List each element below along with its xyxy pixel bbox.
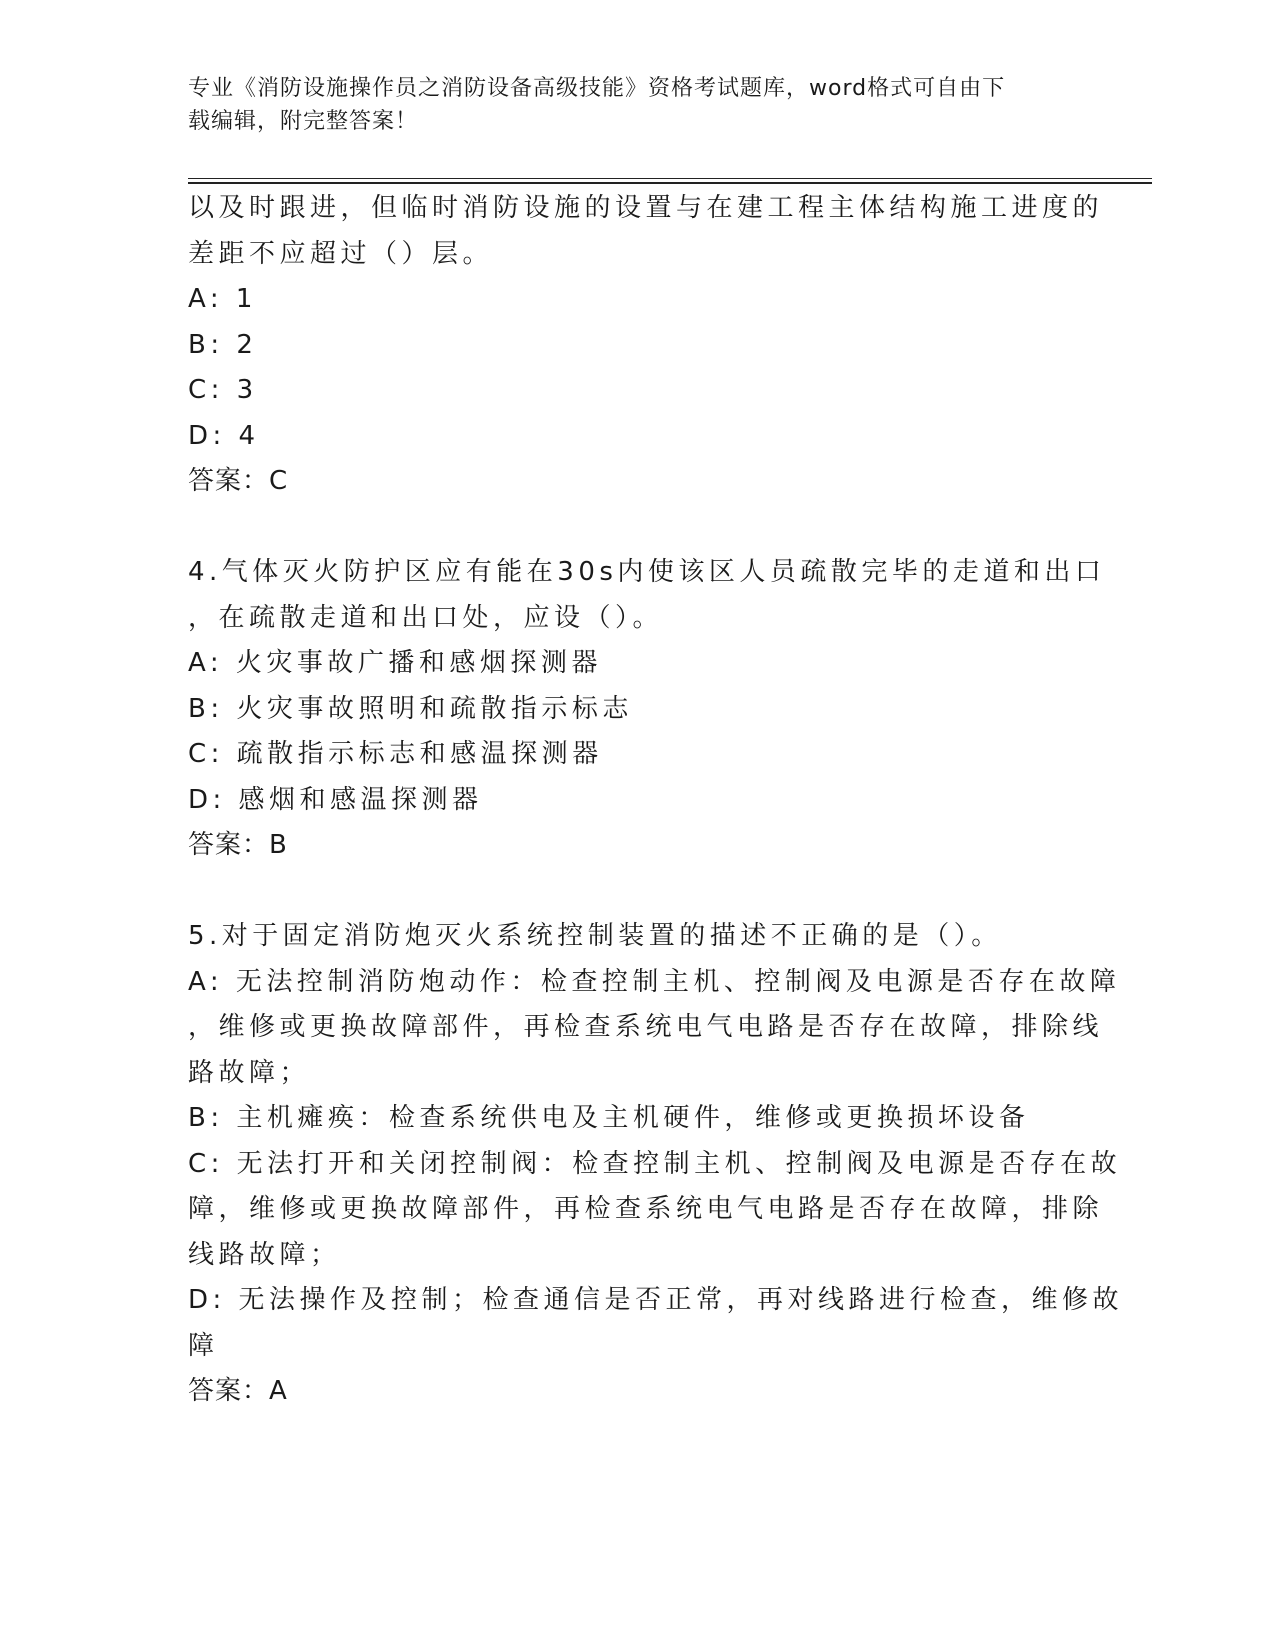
option-a: A: 1 bbox=[188, 284, 257, 314]
option-c: C: 疏散指示标志和感温探测器 bbox=[188, 739, 603, 769]
question-3 bbox=[188, 186, 1104, 505]
option-a-continued: 路故障； bbox=[188, 1057, 311, 1088]
answer-label: 答案：C bbox=[188, 466, 289, 496]
option-d: D: 4 bbox=[188, 420, 260, 451]
option-d: D: 无法操作及控制；检查通信是否正常，再对线路进行检查，维修故 bbox=[188, 1285, 1124, 1315]
question-list bbox=[188, 186, 1124, 1415]
option-a: A: 无法控制消防炮动作：检查控制主机、控制阀及电源是否存在故障 bbox=[188, 966, 1121, 997]
spacer bbox=[188, 869, 1088, 915]
answer-label: 答案：B bbox=[188, 830, 288, 860]
spacer bbox=[188, 505, 1088, 551]
question-stem-line: 以及时跟进，但临时消防设施的设置与在建工程主体结构施工进度的 bbox=[188, 193, 1104, 223]
header-line-1: 专业《消防设施操作员之消防设备高级技能》资格考试题库，word格式可自由下 bbox=[188, 76, 1006, 101]
option-b: B: 主机瘫痪：检查系统供电及主机硬件，维修或更换损坏设备 bbox=[188, 1103, 1030, 1133]
option-c-continued: 障，维修或更换故障部件，再检查系统电气电路是否存在故障，排除 bbox=[188, 1194, 1104, 1224]
option-b: B: 火灾事故照明和疏散指示标志 bbox=[188, 693, 633, 724]
answer-label: 答案：A bbox=[188, 1376, 288, 1406]
question-stem-line: 4.气体灭火防护区应有能在30s内使该区人员疏散完毕的走道和出口 bbox=[188, 557, 1106, 587]
option-d: D: 感烟和感温探测器 bbox=[188, 784, 483, 815]
header-divider bbox=[188, 178, 1152, 184]
question-stem-line: 差距不应超过（）层。 bbox=[188, 238, 494, 269]
option-a: A: 火灾事故广播和感烟探测器 bbox=[188, 648, 602, 678]
question-5 bbox=[188, 914, 1124, 1415]
option-d-continued: 障 bbox=[188, 1330, 219, 1361]
option-b: B: 2 bbox=[188, 329, 258, 360]
option-c: C: 3 bbox=[188, 375, 258, 405]
page-header bbox=[188, 72, 1088, 138]
option-c-continued: 线路故障； bbox=[188, 1239, 341, 1270]
option-c: C: 无法打开和关闭控制阀：检查控制主机、控制阀及电源是否存在故 bbox=[188, 1148, 1122, 1179]
question-stem-line: 5.对于固定消防炮灭火系统控制装置的描述不正确的是（）。 bbox=[188, 921, 1002, 951]
question-4 bbox=[188, 550, 1106, 869]
header-line-2: 载编辑，附完整答案！ bbox=[188, 109, 419, 134]
option-a-continued: ，维修或更换故障部件，再检查系统电气电路是否存在故障，排除线 bbox=[188, 1012, 1104, 1042]
question-stem-line: ，在疏散走道和出口处，应设（）。 bbox=[188, 602, 664, 633]
